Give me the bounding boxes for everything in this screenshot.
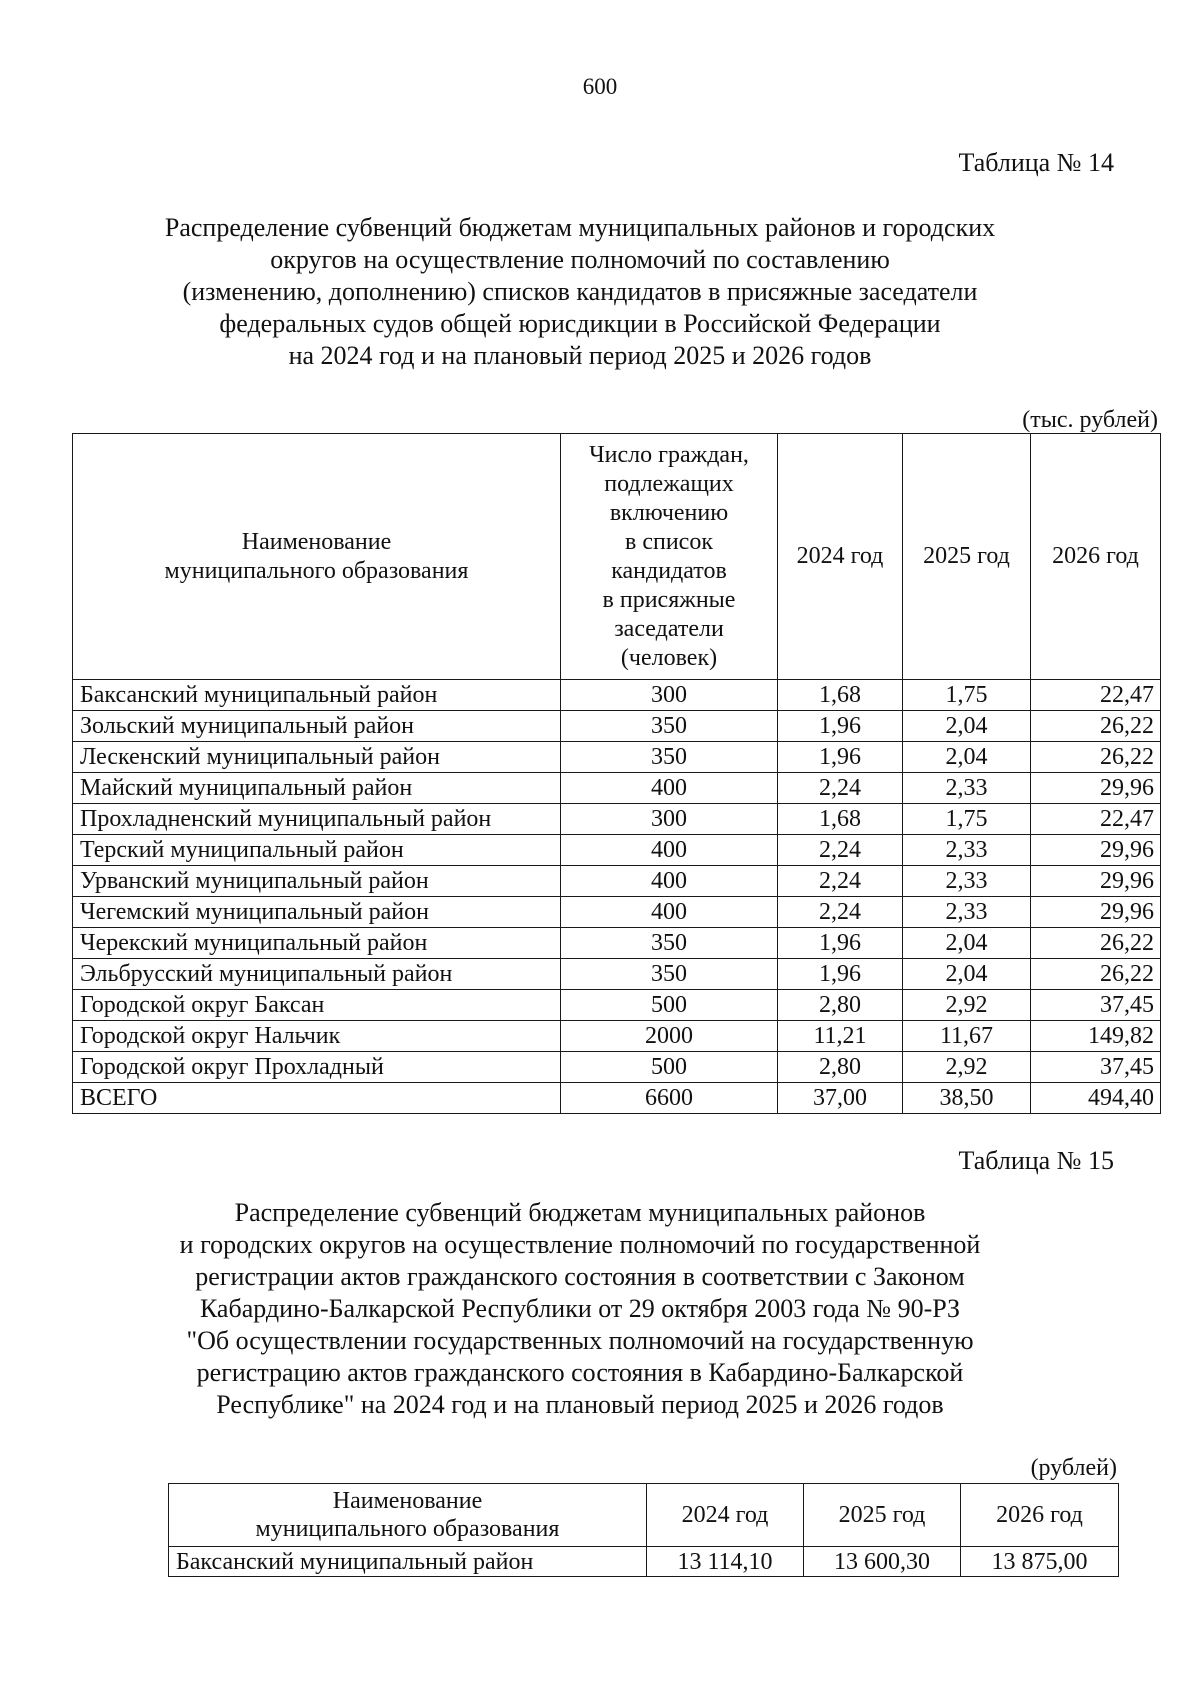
cell-2025: 2,92	[903, 1052, 1031, 1083]
table-15-title	[70, 1197, 1090, 1421]
title-line: округов на осуществление полномочий по составлению	[270, 245, 890, 274]
cell-count: 350	[561, 742, 778, 773]
title-line: Распределение субвенций бюджетам муниципальных районов и городских	[164, 213, 996, 242]
cell-count: 300	[561, 680, 778, 711]
cell-2026: 29,96	[1031, 866, 1161, 897]
cell-2025: 2,33	[903, 773, 1031, 804]
title-line: Кабардино-Балкарской Республики от 29 октября 2003 года № 90-РЗ	[199, 1294, 961, 1323]
total-name: ВСЕГО	[73, 1083, 561, 1114]
header-2026: 2026 год	[961, 1484, 1119, 1547]
cell-2024: 1,96	[778, 959, 903, 990]
title-line: на 2024 год и на плановый период 2025 и 2026 годов	[288, 341, 872, 370]
cell-2025: 2,04	[903, 959, 1031, 990]
cell-name: Городской округ Нальчик	[73, 1021, 561, 1052]
table-14	[72, 433, 1161, 1114]
header-2024: 2024 год	[647, 1484, 804, 1547]
title-line: регистрации актов гражданского состояния в соответствии с Законом	[195, 1262, 965, 1291]
cell-name: Городской округ Баксан	[73, 990, 561, 1021]
table-row	[169, 1547, 1119, 1577]
cell-count: 500	[561, 990, 778, 1021]
cell-name: Эльбрусский муниципальный район	[73, 959, 561, 990]
cell-name: Прохладненский муниципальный район	[73, 804, 561, 835]
total-count: 6600	[561, 1083, 778, 1114]
title-line: федеральных судов общей юрисдикции в Российской Федерации	[219, 309, 941, 338]
title-line: "Об осуществлении государственных полномочий на государственную	[186, 1326, 974, 1355]
page-number: 600	[582, 74, 618, 99]
cell-count: 400	[561, 866, 778, 897]
cell-2024: 2,24	[778, 897, 903, 928]
title-line: Распределение субвенций бюджетам муниципальных районов	[234, 1198, 926, 1227]
title-line: регистрацию актов гражданского состояния в Кабардино-Балкарской	[196, 1358, 964, 1387]
cell-2024: 2,80	[778, 990, 903, 1021]
table-row	[73, 711, 1161, 742]
header-2025: 2025 год	[903, 434, 1031, 680]
total-2024: 37,00	[778, 1083, 903, 1114]
cell-count: 300	[561, 804, 778, 835]
table-15	[168, 1483, 1119, 1577]
table-row	[73, 773, 1161, 804]
table-header-row	[169, 1484, 1119, 1547]
cell-name: Черекский муниципальный район	[73, 928, 561, 959]
cell-2024: 1,96	[778, 928, 903, 959]
table-row	[73, 897, 1161, 928]
cell-2026: 26,22	[1031, 742, 1161, 773]
cell-name: Урванский муниципальный район	[73, 866, 561, 897]
cell-2025: 2,92	[903, 990, 1031, 1021]
table-row	[73, 866, 1161, 897]
cell-2024: 2,24	[778, 835, 903, 866]
table-row	[73, 680, 1161, 711]
title-line: и городских округов на осуществление полномочий по государственной	[179, 1230, 981, 1259]
header-2025: 2025 год	[804, 1484, 961, 1547]
cell-2026: 29,96	[1031, 835, 1161, 866]
cell-2024: 1,68	[778, 680, 903, 711]
title-line: Республике" на 2024 год и на плановый период 2025 и 2026 годов	[216, 1390, 944, 1419]
cell-2024: 11,21	[778, 1021, 903, 1052]
table-14-unit: (тыс. рублей)	[1022, 407, 1158, 433]
table-14-title	[70, 212, 1090, 372]
cell-2025: 1,75	[903, 680, 1031, 711]
cell-2025: 11,67	[903, 1021, 1031, 1052]
cell-2024: 1,96	[778, 742, 903, 773]
cell-count: 350	[561, 928, 778, 959]
cell-2026: 26,22	[1031, 959, 1161, 990]
table-row	[73, 835, 1161, 866]
table-row	[73, 959, 1161, 990]
cell-2026: 26,22	[1031, 711, 1161, 742]
cell-2025: 2,33	[903, 897, 1031, 928]
cell-name: Лескенский муниципальный район	[73, 742, 561, 773]
cell-name: Зольский муниципальный район	[73, 711, 561, 742]
table-total-row	[73, 1083, 1161, 1114]
table-15-label: Таблица № 15	[958, 1146, 1114, 1175]
header-2026: 2026 год	[1031, 434, 1161, 680]
cell-2026: 29,96	[1031, 897, 1161, 928]
cell-2026: 29,96	[1031, 773, 1161, 804]
cell-name: Баксанский муниципальный район	[73, 680, 561, 711]
cell-2026: 22,47	[1031, 804, 1161, 835]
table-14-label: Таблица № 14	[958, 148, 1114, 177]
cell-count: 350	[561, 959, 778, 990]
table-row	[73, 1021, 1161, 1052]
cell-2025: 2,33	[903, 866, 1031, 897]
table-row	[73, 804, 1161, 835]
header-count: Число граждан, подлежащих включению в список кандидатов в присяжные заседатели (человек)	[561, 434, 778, 680]
title-line: (изменению, дополнению) списков кандидатов в присяжные заседатели	[182, 277, 978, 306]
cell-name: Терский муниципальный район	[73, 835, 561, 866]
cell-2024: 1,68	[778, 804, 903, 835]
cell-2025: 2,33	[903, 835, 1031, 866]
header-2024: 2024 год	[778, 434, 903, 680]
cell-name: Майский муниципальный район	[73, 773, 561, 804]
total-2026: 494,40	[1031, 1083, 1161, 1114]
cell-2025: 2,04	[903, 928, 1031, 959]
table-row	[73, 742, 1161, 773]
cell-2024: 1,96	[778, 711, 903, 742]
cell-2026: 26,22	[1031, 928, 1161, 959]
cell-2024: 2,24	[778, 866, 903, 897]
cell-2026: 13 875,00	[961, 1547, 1119, 1577]
table-15-unit: (рублей)	[1030, 1455, 1117, 1481]
total-2025: 38,50	[903, 1083, 1031, 1114]
cell-2025: 1,75	[903, 804, 1031, 835]
cell-count: 350	[561, 711, 778, 742]
cell-count: 400	[561, 773, 778, 804]
cell-count: 400	[561, 835, 778, 866]
table-header-row	[73, 434, 1161, 680]
cell-2025: 2,04	[903, 711, 1031, 742]
cell-name: Чегемский муниципальный район	[73, 897, 561, 928]
table-row	[73, 990, 1161, 1021]
cell-name: Городской округ Прохладный	[73, 1052, 561, 1083]
header-name: Наименование муниципального образования	[169, 1484, 647, 1547]
cell-2024: 13 114,10	[647, 1547, 804, 1577]
cell-2024: 2,24	[778, 773, 903, 804]
cell-2026: 37,45	[1031, 990, 1161, 1021]
cell-count: 400	[561, 897, 778, 928]
header-name: Наименование муниципального образования	[73, 434, 561, 680]
cell-2026: 37,45	[1031, 1052, 1161, 1083]
cell-2026: 149,82	[1031, 1021, 1161, 1052]
cell-count: 500	[561, 1052, 778, 1083]
table-row	[73, 1052, 1161, 1083]
cell-2025: 2,04	[903, 742, 1031, 773]
cell-2025: 13 600,30	[804, 1547, 961, 1577]
cell-count: 2000	[561, 1021, 778, 1052]
cell-2026: 22,47	[1031, 680, 1161, 711]
table-row	[73, 928, 1161, 959]
cell-name: Баксанский муниципальный район	[169, 1547, 647, 1577]
cell-2024: 2,80	[778, 1052, 903, 1083]
